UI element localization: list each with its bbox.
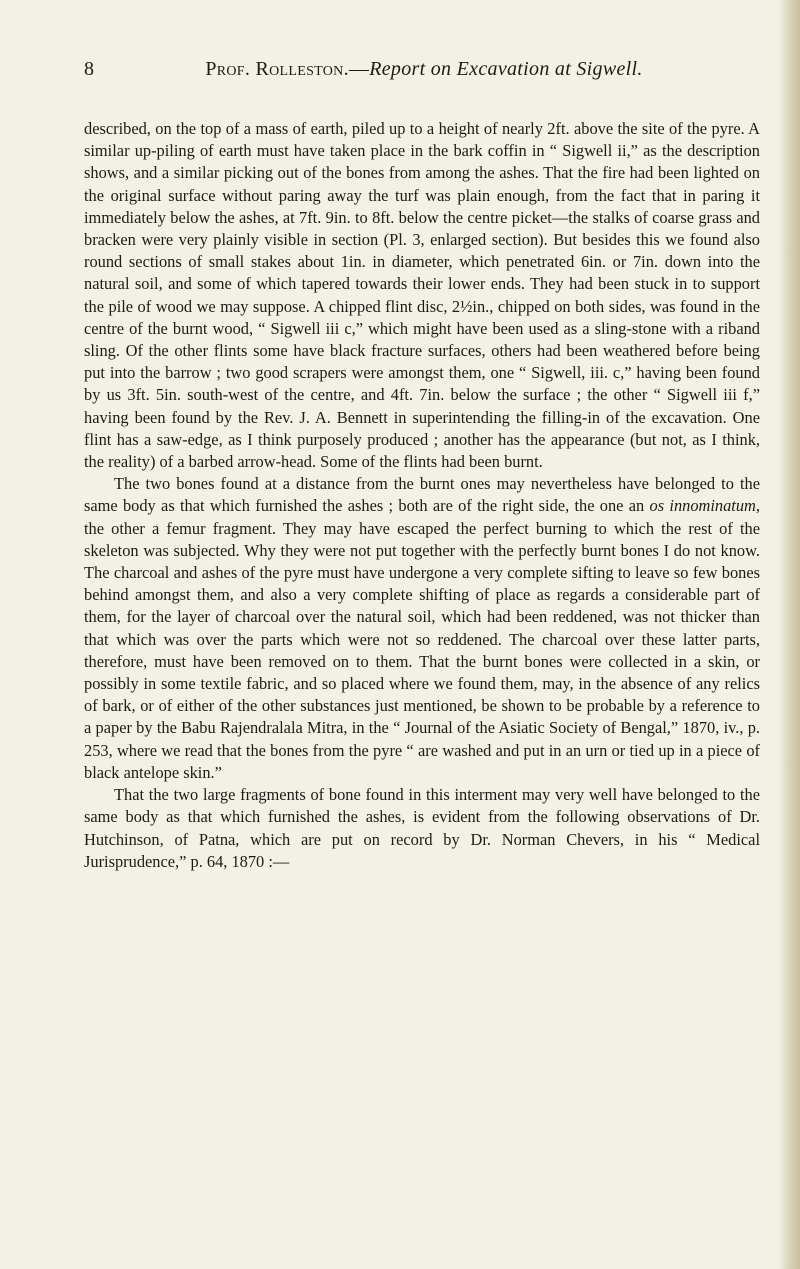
document-page (84, 58, 760, 873)
page-number: 8 (84, 58, 95, 80)
running-title (124, 58, 760, 81)
paragraph-2-italic: os innominatum, (649, 496, 760, 516)
page-edge-shadow (778, 0, 800, 1269)
header-author: Prof. Rolleston. (205, 58, 349, 80)
paragraph-1: described, on the top of a mass of earth, piled up to a height of nearly 2ft. above the site of the pyre. A similar up-piling of earth must have taken place in the bark coffin in “ Sigwell ii,” as the description shows, and a similar picking out of the bones from among the ashes. That the fire had been lighted on the original surface without paring away the turf was plain enough, from the fact that in paring it immediately below the ashes, at 7ft. 9in. to 8ft. below the centre picket—the stalks of coarse grass and bracken were very plainly visible in section (Pl. 3, enlarged section). But besides this we found also round sections of small stakes about 1in. in diameter, which penetrated 6in. or 7in. down into the natural soil, and some of which tapered towards their lower ends. They had been stuck in to support the pile of wood we may suppose. A chipped flint disc, 2½in., chipped on both sides, was found in the centre of the burnt wood, “ Sigwell iii c,” which might have been used as a sling-stone with a riband sling. Of the other flints some have black fracture surfaces, others had been weathered before being put into the barrow ; two good scrapers were amongst them, one “ Sigwell, iii. c,” having been found by us 3ft. 5in. south-west of the centre, and 4ft. 7in. below the surface ; the other “ Sigwell iii f,” having been found by the Rev. J. A. Bennett in superintending the filling-in of the excavation. One flint has a saw-edge, as I think purposely produced ; another has the appearance (but not, as I think, the reality) of a barbed arrow-head. Some of the flints had been burnt. (84, 119, 760, 472)
paragraph-3: That the two large fragments of bone found in this interment may very well have belonged to the same body as that which furnished the ashes, is evident from the following observations of Dr. Hutchinson, of Patna, which are put on record by Dr. Norman Chevers, in his “ Medical Jurisprudence,” p. 64, 1870 :— (84, 785, 760, 871)
paragraph-2-rest: the other a femur fragment. They may have escaped the perfect burning to which the rest of the skeleton was subjected. Why they were not put together with the perfectly burnt bones I do not know. The charcoal and ashes of the pyre must have undergone a very complete sifting to leave so few bones behind amongst them, and also a very complete shifting of place as regards a considerable part of them, for the layer of charcoal over the natural soil, which had been reddened, was not thicker than that which was over the parts which were not so reddened. The charcoal over these latter parts, therefore, must have been removed on to them. That the burnt bones were collected in a skin, or possibly in some textile fabric, and so placed where we found them, may, in the absence of any relics of bark, or of either of the other substances just mentioned, be shown to be probable by a reference to a paper by the Babu Rajendralala Mitra, in the “ Journal of the Asiatic Society of Bengal,” 1870, iv., p. 253, where we read that the bones from the pyre “ are washed and put in an urn or tied up in a piece of black antelope skin.” (84, 518, 760, 782)
running-header (84, 58, 760, 88)
paragraph-2-start: The two bones found at a distance from the burnt ones may nevertheless have belonged to the same body as that which furnished the ashes ; both are of the right side, the one an (84, 474, 760, 516)
header-dash: — (348, 58, 370, 80)
header-subtitle: Report on Excavation at Sigwell. (369, 58, 643, 80)
paragraph-2 (84, 473, 760, 784)
body-text (84, 118, 760, 873)
